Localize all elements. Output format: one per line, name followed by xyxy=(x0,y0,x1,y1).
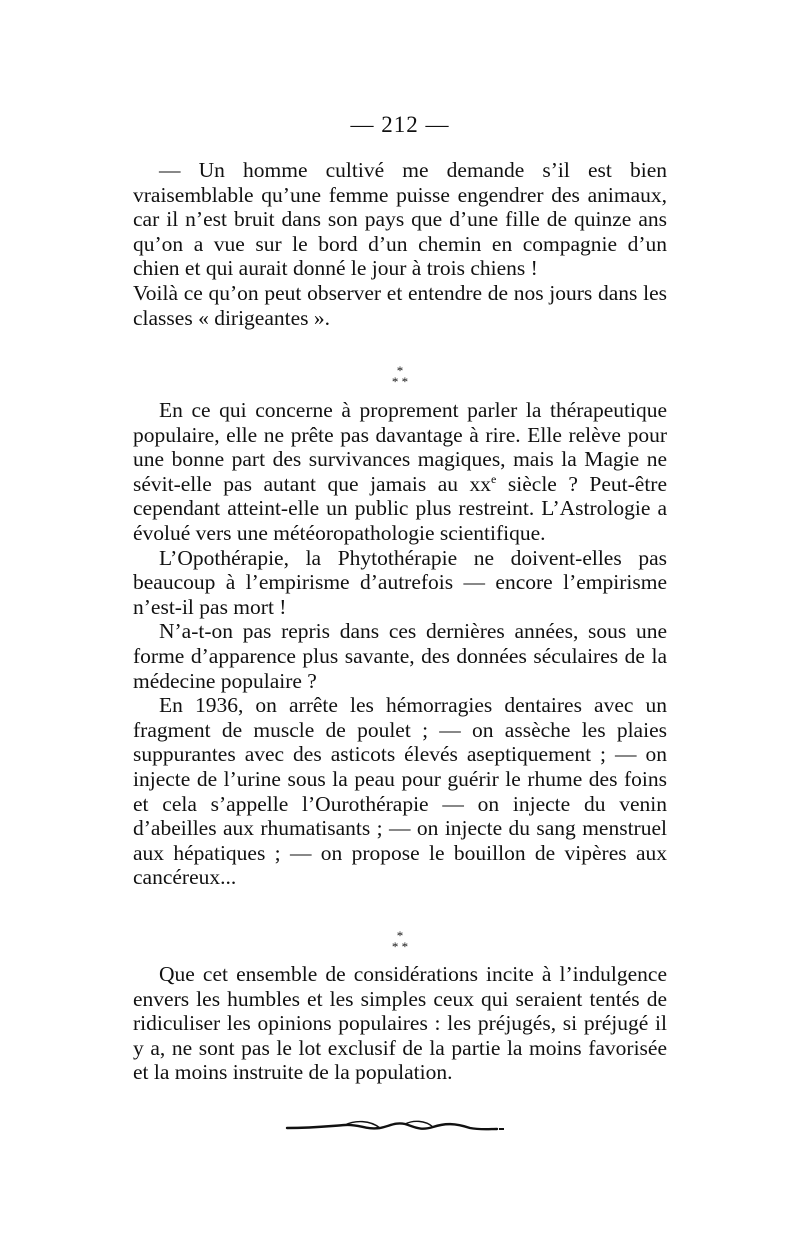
page-number: — 212 — xyxy=(350,112,450,137)
paragraph: — Un homme cultivé me demande s’il est bien vraisemblable qu’une femme puisse engendrer des animaux, car il n’est bruit dans son pays que d’une fille de quinze ans qu’on a vue sur le bord d’un chemin en compagnie d’un chien et qui aurait donné le jour à trois chiens ! xyxy=(133,158,667,281)
paragraph xyxy=(133,398,667,546)
paragraph: N’a-t-on pas repris dans ces dernières années, sous une forme d’apparence plus savante, des données séculaires de la médecine populaire ? xyxy=(133,619,667,693)
asterism-divider xyxy=(0,930,800,952)
text-block-therapeutics xyxy=(133,398,667,890)
text-block-intro xyxy=(133,158,667,330)
paragraph: L’Opothérapie, la Phytothérapie ne doivent-elles pas beaucoup à l’empirisme d’autrefois — encore l’empirisme n’est-il pas mort ! xyxy=(133,545,667,619)
paragraph-text: En ce qui concerne à proprement parler la thérapeutique populaire, elle ne prête pas davantage à rire. Elle relève pour une bonne part des survivances magiques, mais la Magie ne sévit-elle pas autant que jamais au xx xyxy=(133,398,667,496)
asterism-bottom-stars: * * xyxy=(391,939,409,954)
paragraph: En 1936, on arrête les hémorragies dentaires avec un fragment de muscle de poulet ; — on assèche les plaies suppurantes avec des asticots élevés aseptiquement ; — on injecte de l’urine sous la peau pour guérir le rhume des foins et cela s’appelle l’Ourothérapie — on injecte du venin d’abeilles aux rhumatisants ; — on injecte du sang menstruel aux hépatiques ; — on propose le bouillon de vipères aux cancéreux... xyxy=(133,693,667,890)
text-block-conclusion xyxy=(133,962,667,1085)
asterism-top-star: * xyxy=(396,363,404,378)
asterism-divider xyxy=(0,365,800,387)
asterism-top-star: * xyxy=(396,928,404,943)
paragraph: Que cet ensemble de considérations incite à l’indulgence envers les humbles et les simples ceux qui seraient tentés de ridiculiser les opinions populaires : les préjugés, si préjugé il y a, ne sont pas le lot exclusif de la partie la moins favorisée et la moins instruite de la population. xyxy=(133,962,667,1085)
paragraph-text: siècle ? Peut-être cependant atteint-elle un public plus restreint. L’Astrologie a évolué vers une météoropathologie scientifique. xyxy=(133,471,668,545)
tailpiece-ornament xyxy=(285,1116,505,1138)
asterism-bottom-stars: * * xyxy=(391,374,409,389)
paragraph: Voilà ce qu’on peut observer et entendre de nos jours dans les classes « dirigeantes ». xyxy=(133,280,667,330)
century-superscript: e xyxy=(491,471,497,486)
